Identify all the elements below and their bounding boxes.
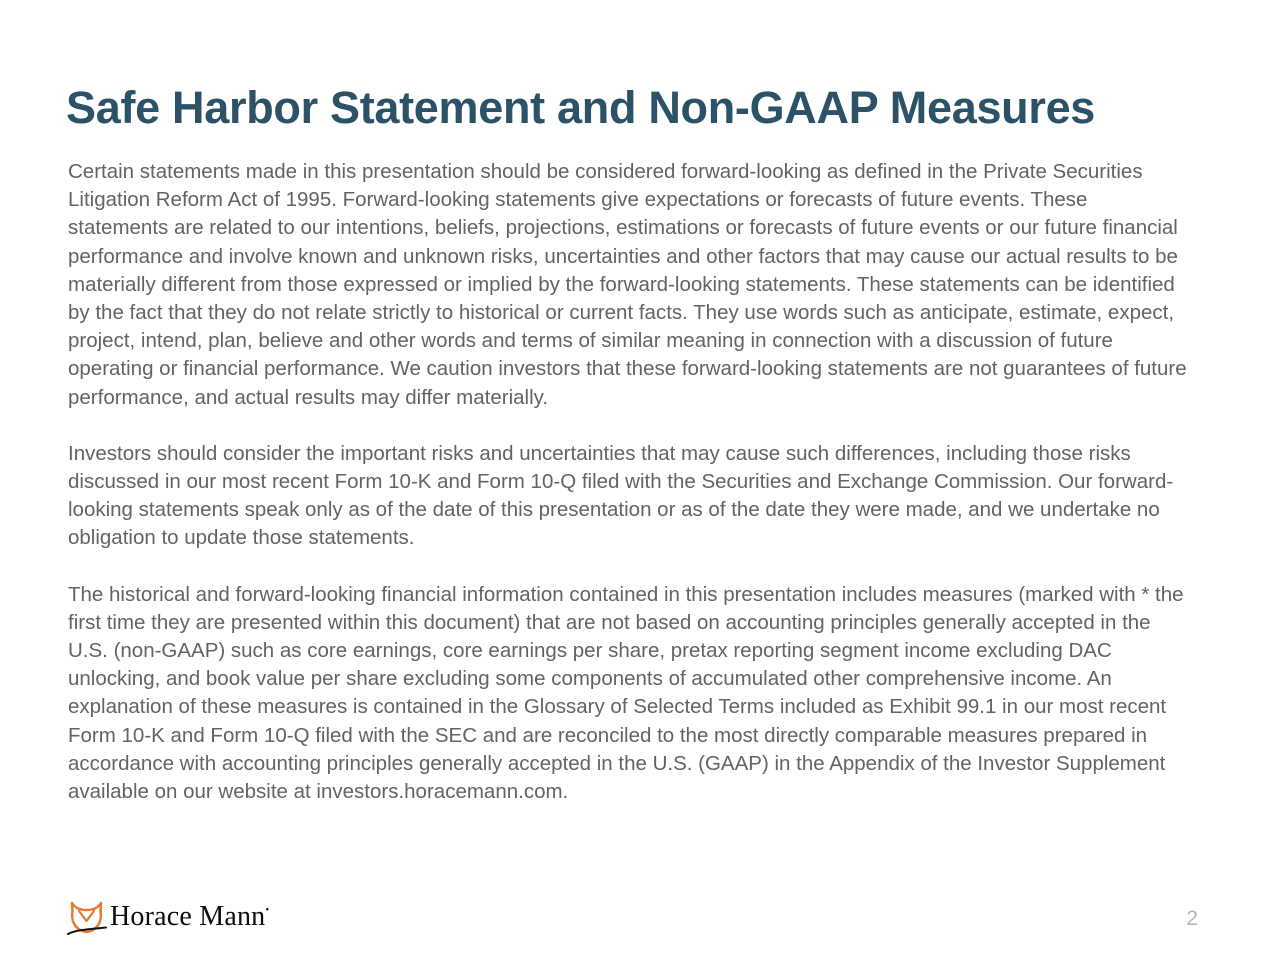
paragraph-2: Investors should consider the important risks and uncertainties that may cause such differences, including those risks discussed in our most recent Form 10-K and Form 10-Q filed with the Securities and Exchange Commission. Our forward-looking statements speak only as of the date of this presentation or as of the date they were made, and we undertake no obligation to update those statements. [68,441,1174,550]
owl-icon [66,894,108,938]
slide-body-text [68,158,1193,806]
trademark-symbol: • [265,903,270,916]
paragraph-3: The historical and forward-looking financial information contained in this presentation includes measures (marked with * the first time they are presented within this document) that are not based on accounting principles generally accepted in the U.S. (non-GAAP) such as core earnings, core earnings per share, pretax reporting segment income excluding DAC unlocking, and book value per share excluding some components of accumulated other comprehensive income. An explanation of these measures is contained in the Glossary of Selected Terms included as Exhibit 99.1 in our most recent Form 10-K and Form 10-Q filed with the SEC and are reconciled to the most directly comparable measures prepared in accordance with accounting principles generally accepted in the U.S. (GAAP) in the Appendix of the Investor Supplement available on our website at investors.horacemann.com. [68,582,1190,804]
paragraph-1: Certain statements made in this presentation should be considered forward-looking as defined in the Private Securities Litigation Reform Act of 1995. Forward-looking statements give expectations or forecasts of future events. These statements are related to our intentions, beliefs, projections, estimations or forecasts of future events or our future financial performance and involve known and unknown risks, uncertainties and other factors that may cause our actual results to be materially different from those expressed or implied by the forward-looking statements. These statements can be identified by the fact that they do not relate strictly to historical or current facts. They use words such as anticipate, estimate, expect, project, intend, plan, believe and other words and terms of similar meaning in connection with a discussion of future operating or financial performance. We caution investors that these forward-looking statements are not guarantees of future performance, and actual results may differ materially. [68,160,1193,409]
page-number: 2 [1186,907,1198,930]
logo-wordmark-text: Horace Mann [110,901,266,932]
logo-wordmark [110,903,269,931]
horace-mann-logo [66,893,269,939]
page-title: Safe Harbor Statement and Non-GAAP Measures [66,82,1096,134]
